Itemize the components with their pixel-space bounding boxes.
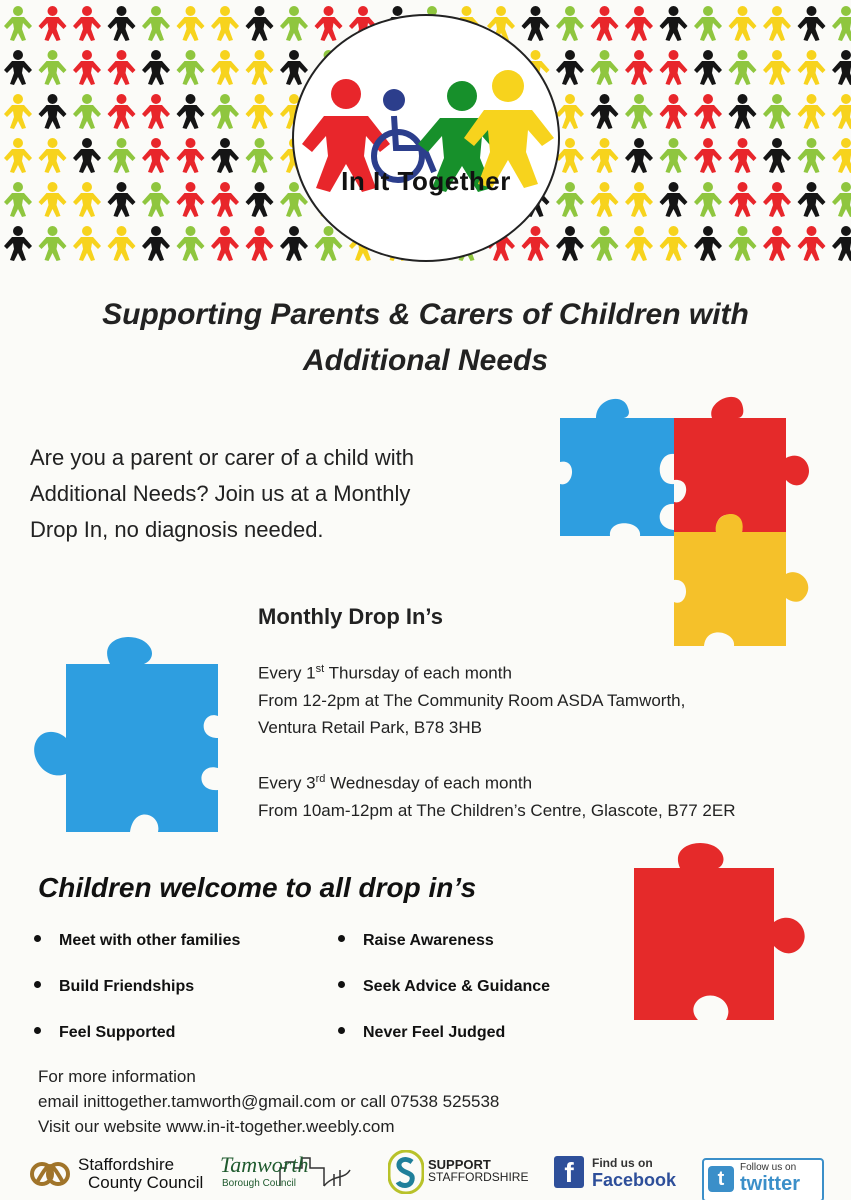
bullet-dot	[34, 1027, 41, 1034]
schedule-first-rest: Thursday of each month	[324, 663, 512, 683]
person-figure-icon	[211, 226, 239, 261]
list-item-label: Never Feel Judged	[363, 1024, 506, 1041]
person-figure-icon	[39, 182, 67, 217]
list-item-label: Build Friendships	[59, 978, 195, 995]
schedule-second-rest: Wednesday of each month	[325, 773, 533, 793]
person-figure-icon	[177, 138, 205, 173]
list-item	[338, 932, 494, 950]
person-figure-icon	[142, 226, 170, 261]
person-figure-icon	[177, 6, 205, 41]
person-figure-icon	[694, 6, 722, 41]
contact-email-phone[interactable]: email inittogether.tamworth@gmail.com or call 07538 525538	[38, 1092, 500, 1111]
person-figure-icon	[660, 6, 688, 41]
person-figure-icon	[4, 226, 32, 261]
schedule-heading: Monthly Drop In’s	[258, 604, 443, 629]
staffordshire-text	[78, 1156, 203, 1192]
person-figure-icon	[729, 50, 757, 85]
tamworth-logo	[214, 1150, 354, 1194]
staffordshire-logo	[28, 1150, 204, 1194]
person-figure-icon	[694, 138, 722, 173]
person-figure-icon	[832, 138, 851, 173]
schedule-first-prefix: Every 1	[258, 663, 316, 683]
person-figure-icon	[177, 94, 205, 129]
title-line-2: Additional Needs	[302, 344, 549, 377]
schedule-first-line-1	[258, 656, 685, 687]
person-figure-icon	[556, 138, 584, 173]
logo-figures-icon	[294, 16, 558, 260]
person-figure-icon	[556, 94, 584, 129]
puzzle-piece-blue	[560, 399, 674, 536]
person-figure-icon	[591, 138, 619, 173]
person-figure-icon	[108, 226, 136, 261]
person-figure-icon	[729, 138, 757, 173]
person-figure-icon	[729, 94, 757, 129]
bullet-dot	[338, 1027, 345, 1034]
person-figure-icon	[73, 182, 101, 217]
person-figure-icon	[108, 50, 136, 85]
twitter-line-1: Follow us on	[740, 1162, 797, 1173]
person-figure-icon	[246, 226, 274, 261]
schedule-first-ordinal: st	[315, 663, 325, 675]
person-figure-icon	[798, 94, 826, 129]
person-figure-icon	[4, 182, 32, 217]
person-figure-icon	[211, 94, 239, 129]
schedule-second-prefix: Every 3	[258, 773, 316, 793]
puzzle-piece-yellow	[674, 514, 808, 646]
red-puzzle-piece-icon	[632, 842, 814, 1046]
person-figure-icon	[625, 94, 653, 129]
person-figure-icon	[177, 50, 205, 85]
person-figure-icon	[729, 226, 757, 261]
person-figure-icon	[4, 94, 32, 129]
list-item	[338, 978, 550, 996]
intro-line-3: Drop In, no diagnosis needed.	[30, 517, 324, 542]
person-figure-icon	[763, 6, 791, 41]
person-figure-icon	[694, 182, 722, 217]
person-figure-icon	[591, 182, 619, 217]
person-figure-icon	[4, 138, 32, 173]
person-figure-icon	[108, 138, 136, 173]
twitter-icon: t	[708, 1166, 734, 1192]
person-figure-icon	[4, 6, 32, 41]
person-figure-icon	[39, 94, 67, 129]
person-figure-icon	[73, 226, 101, 261]
contact-website[interactable]: Visit our website www.in-it-together.weebly.com	[38, 1117, 395, 1136]
facebook-link[interactable]	[554, 1150, 684, 1194]
person-figure-icon	[763, 50, 791, 85]
person-figure-icon	[694, 50, 722, 85]
person-figure-icon	[73, 138, 101, 173]
list-item	[34, 932, 240, 950]
intro-line-1: Are you a parent or carer of a child with	[30, 445, 414, 470]
in-it-together-logo	[292, 14, 560, 262]
person-figure-icon	[556, 50, 584, 85]
person-figure-icon	[832, 182, 851, 217]
person-figure-icon	[142, 138, 170, 173]
support-line-2: STAFFORDSHIRE	[428, 1170, 529, 1184]
person-figure-icon	[142, 182, 170, 217]
person-figure-icon	[246, 138, 274, 173]
person-figure-icon	[556, 226, 584, 261]
person-figure-icon	[832, 94, 851, 129]
person-figure-icon	[246, 6, 274, 41]
tamworth-subtitle: Borough Council	[222, 1178, 296, 1189]
person-figure-icon	[763, 182, 791, 217]
intro-line-2: Additional Needs? Join us at a Monthly	[30, 481, 411, 506]
contact-line-1: For more information	[38, 1067, 196, 1086]
support-s-icon	[388, 1150, 424, 1194]
person-figure-icon	[798, 138, 826, 173]
twitter-line-2: twitter	[740, 1173, 800, 1195]
person-figure-icon	[211, 6, 239, 41]
person-figure-icon	[211, 138, 239, 173]
person-figure-icon	[694, 94, 722, 129]
list-item-label: Feel Supported	[59, 1024, 176, 1041]
partner-logos	[0, 1150, 851, 1200]
person-figure-icon	[39, 6, 67, 41]
bullet-dot	[338, 981, 345, 988]
person-figure-icon	[142, 6, 170, 41]
support-line-1: SUPPORT	[428, 1157, 491, 1172]
blue-puzzle-piece-icon	[26, 634, 226, 834]
list-item	[338, 1024, 505, 1042]
staffordshire-line-1: Staffordshire	[78, 1155, 175, 1174]
person-figure-icon	[4, 50, 32, 85]
person-figure-icon	[142, 94, 170, 129]
contact-info	[38, 1064, 499, 1139]
person-figure-icon	[39, 138, 67, 173]
page-title	[0, 292, 851, 384]
person-figure-icon	[73, 50, 101, 85]
puzzle-piece-red	[674, 397, 809, 532]
schedule-first	[258, 656, 685, 741]
staffordshire-knot-icon	[28, 1150, 72, 1194]
person-figure-icon	[246, 182, 274, 217]
logo-title: In It Together	[341, 166, 511, 196]
person-figure-icon	[73, 94, 101, 129]
person-figure-icon	[211, 182, 239, 217]
bullet-dot	[338, 935, 345, 942]
list-item	[34, 1024, 175, 1042]
person-figure-icon	[142, 50, 170, 85]
person-figure-icon	[625, 50, 653, 85]
person-figure-icon	[798, 182, 826, 217]
puzzle-cluster-icon	[556, 388, 820, 650]
person-figure-icon	[177, 182, 205, 217]
person-figure-icon	[660, 94, 688, 129]
person-figure-icon	[660, 50, 688, 85]
person-figure-icon	[660, 226, 688, 261]
title-line-1: Supporting Parents & Carers of Children with	[102, 298, 749, 331]
person-figure-icon	[798, 6, 826, 41]
person-figure-icon	[763, 94, 791, 129]
person-figure-icon	[556, 182, 584, 217]
person-figure-icon	[729, 6, 757, 41]
facebook-icon: f	[554, 1156, 584, 1188]
schedule-second-line-2: From 10am-12pm at The Children’s Centre, Glascote, B77 2ER	[258, 800, 736, 820]
staffordshire-line-2: County Council	[88, 1173, 204, 1192]
facebook-line-1: Find us on	[592, 1156, 653, 1170]
list-item	[34, 978, 194, 996]
person-figure-icon	[108, 182, 136, 217]
bullet-dot	[34, 935, 41, 942]
list-item-label: Seek Advice & Guidance	[363, 978, 551, 995]
schedule-second	[258, 766, 735, 824]
person-figure-icon	[211, 50, 239, 85]
people-figures-banner	[0, 0, 851, 268]
person-figure-icon	[729, 182, 757, 217]
person-figure-icon	[625, 6, 653, 41]
person-figure-icon	[832, 50, 851, 85]
person-figure-icon	[832, 226, 851, 261]
person-figure-icon	[625, 226, 653, 261]
person-figure-icon	[832, 6, 851, 41]
person-figure-icon	[591, 226, 619, 261]
person-figure-icon	[246, 94, 274, 129]
bullet-dot	[34, 981, 41, 988]
schedule-first-line-3: Ventura Retail Park, B78 3HB	[258, 717, 482, 737]
person-figure-icon	[246, 50, 274, 85]
person-figure-icon	[73, 6, 101, 41]
person-figure-icon	[625, 182, 653, 217]
schedule-second-ordinal: rd	[315, 773, 326, 785]
person-figure-icon	[660, 182, 688, 217]
intro-paragraph	[30, 440, 520, 548]
person-figure-icon	[108, 6, 136, 41]
person-figure-icon	[39, 226, 67, 261]
person-figure-icon	[694, 226, 722, 261]
schedule-first-line-2: From 12-2pm at The Community Room ASDA Tamworth,	[258, 690, 686, 710]
person-figure-icon	[39, 50, 67, 85]
schedule-second-line-1	[258, 766, 735, 797]
person-figure-icon	[625, 138, 653, 173]
tamworth-title: Tamworth	[220, 1152, 309, 1177]
twitter-link[interactable]	[702, 1158, 824, 1200]
person-figure-icon	[763, 138, 791, 173]
person-figure-icon	[798, 50, 826, 85]
person-figure-icon	[591, 94, 619, 129]
person-figure-icon	[108, 94, 136, 129]
person-figure-icon	[177, 226, 205, 261]
support-staffordshire-logo	[388, 1150, 529, 1194]
children-welcome-heading: Children welcome to all drop in’s	[38, 872, 477, 903]
facebook-line-2: Facebook	[592, 1170, 677, 1190]
person-figure-icon	[591, 6, 619, 41]
person-figure-icon	[798, 226, 826, 261]
person-figure-icon	[556, 6, 584, 41]
list-item-label: Raise Awareness	[363, 932, 494, 949]
person-figure-icon	[763, 226, 791, 261]
person-figure-icon	[591, 50, 619, 85]
list-item-label: Meet with other families	[59, 932, 241, 949]
person-figure-icon	[660, 138, 688, 173]
